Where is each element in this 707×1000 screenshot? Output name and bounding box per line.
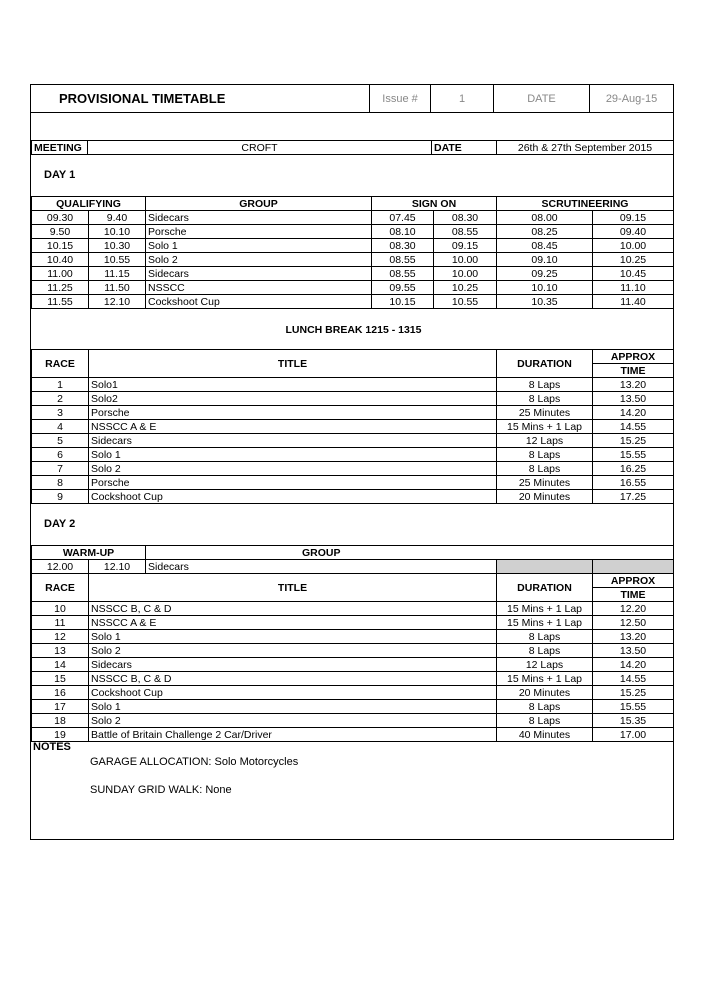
table-cell: 14.55 (593, 420, 674, 434)
table-cell: 5 (32, 434, 89, 448)
qualifying-row (32, 211, 674, 225)
table-cell: 40 Minutes (497, 728, 593, 742)
table-cell: 8 Laps (497, 462, 593, 476)
table-cell: 12 Laps (497, 434, 593, 448)
race-header: RACE (32, 574, 89, 602)
meeting-date-value: 26th & 27th September 2015 (497, 141, 674, 155)
table-cell: 08.55 (434, 225, 497, 239)
table-cell: 10.15 (32, 239, 89, 253)
table-cell: 15 Mins + 1 Lap (497, 672, 593, 686)
header-date-label: DATE (493, 84, 590, 113)
table-cell: 13.20 (593, 630, 674, 644)
table-cell: 14 (32, 658, 89, 672)
table-cell: 08.55 (372, 253, 434, 267)
race-row (32, 476, 674, 490)
table-cell: 10.10 (497, 281, 593, 295)
table-cell: 11.00 (32, 267, 89, 281)
table-cell: 15 Mins + 1 Lap (497, 602, 593, 616)
table-cell: 8 Laps (497, 392, 593, 406)
table-cell: NSSCC (146, 281, 372, 295)
meeting-date-label: DATE (432, 141, 497, 155)
table-cell: 16.55 (593, 476, 674, 490)
race-row (32, 672, 674, 686)
table-cell: 12 Laps (497, 658, 593, 672)
table-cell: 17 (32, 700, 89, 714)
table-cell: 07.45 (372, 211, 434, 225)
qualifying-row (32, 225, 674, 239)
table-cell: Sidecars (89, 658, 497, 672)
table-cell: 15.35 (593, 714, 674, 728)
table-cell: 15 Mins + 1 Lap (497, 420, 593, 434)
table-cell: 09.55 (372, 281, 434, 295)
race-row (32, 392, 674, 406)
table-cell: NSSCC B, C & D (89, 672, 497, 686)
table-cell: 11.10 (593, 281, 674, 295)
table-cell: Porsche (89, 406, 497, 420)
warmup-table (31, 545, 674, 574)
table-cell: Sidecars (146, 211, 372, 225)
table-cell: 25 Minutes (497, 406, 593, 420)
qualifying-row (32, 253, 674, 267)
table-cell: 2 (32, 392, 89, 406)
note-grid-walk: SUNDAY GRID WALK: None (90, 784, 232, 796)
meeting-value: CROFT (88, 141, 432, 155)
table-cell: Solo 2 (89, 644, 497, 658)
table-cell: Porsche (146, 225, 372, 239)
title-header: TITLE (89, 350, 497, 378)
race-row (32, 644, 674, 658)
header-date-value: 29-Aug-15 (589, 84, 674, 113)
table-cell: Solo 1 (89, 700, 497, 714)
table-cell: 20 Minutes (497, 686, 593, 700)
warmup-end: 12.10 (89, 560, 146, 574)
table-cell: Sidecars (146, 267, 372, 281)
warmup-header: WARM-UP (32, 546, 146, 560)
table-cell: 15 (32, 672, 89, 686)
table-cell: 8 (32, 476, 89, 490)
table-cell: 09.30 (32, 211, 89, 225)
table-cell: 16 (32, 686, 89, 700)
table-cell: 09.10 (497, 253, 593, 267)
table-cell: 8 Laps (497, 448, 593, 462)
warmup-group: Sidecars (146, 560, 497, 574)
day2-race-table (31, 573, 674, 742)
race-row (32, 714, 674, 728)
table-cell: 12.50 (593, 616, 674, 630)
table-cell: Solo2 (89, 392, 497, 406)
table-cell: NSSCC A & E (89, 616, 497, 630)
table-cell: 11 (32, 616, 89, 630)
race-row (32, 448, 674, 462)
table-cell: 10.00 (434, 267, 497, 281)
table-cell: 7 (32, 462, 89, 476)
qualifying-header: QUALIFYING (32, 197, 146, 211)
table-cell: 11.25 (32, 281, 89, 295)
duration-header: DURATION (497, 574, 593, 602)
table-cell: Solo 2 (89, 714, 497, 728)
warmup-start: 12.00 (32, 560, 89, 574)
table-cell: 8 Laps (497, 630, 593, 644)
race-row (32, 616, 674, 630)
table-cell: 10.35 (497, 295, 593, 309)
title-header: TITLE (89, 574, 497, 602)
table-cell: 15.25 (593, 686, 674, 700)
table-cell: 12.10 (89, 295, 146, 309)
table-cell: Solo 1 (146, 239, 372, 253)
table-cell: 8 Laps (497, 378, 593, 392)
lunch-break: LUNCH BREAK 1215 - 1315 (285, 324, 422, 336)
table-cell: 08.30 (434, 211, 497, 225)
table-cell: 08.30 (372, 239, 434, 253)
scrutineering-header: SCRUTINEERING (497, 197, 674, 211)
table-cell: Porsche (89, 476, 497, 490)
day1-race-table (31, 349, 674, 504)
table-cell: 10.25 (434, 281, 497, 295)
table-cell: 17.25 (593, 490, 674, 504)
table-cell: Cockshoot Cup (89, 686, 497, 700)
duration-header: DURATION (497, 350, 593, 378)
race-row (32, 378, 674, 392)
table-cell: 09.15 (593, 211, 674, 225)
blank-cell (593, 546, 674, 560)
shaded-cell (593, 560, 674, 574)
table-cell: 3 (32, 406, 89, 420)
table-cell: 15 Mins + 1 Lap (497, 616, 593, 630)
table-cell: 09.15 (434, 239, 497, 253)
table-cell: 11.40 (593, 295, 674, 309)
table-cell: 1 (32, 378, 89, 392)
table-cell: 09.25 (497, 267, 593, 281)
race-row (32, 462, 674, 476)
table-cell: 25 Minutes (497, 476, 593, 490)
note-garage: GARAGE ALLOCATION: Solo Motorcycles (90, 756, 299, 768)
warmup-group-header: GROUP (146, 546, 497, 560)
table-cell: 14.55 (593, 672, 674, 686)
table-cell: 6 (32, 448, 89, 462)
table-cell: Solo 1 (89, 630, 497, 644)
table-cell: Battle of Britain Challenge 2 Car/Driver (89, 728, 497, 742)
table-cell: 11.15 (89, 267, 146, 281)
qualifying-row (32, 267, 674, 281)
table-cell: Solo1 (89, 378, 497, 392)
table-cell: 08.25 (497, 225, 593, 239)
table-cell: 15.55 (593, 700, 674, 714)
qualifying-row (32, 239, 674, 253)
qualifying-table (31, 196, 674, 309)
race-row (32, 658, 674, 672)
race-row (32, 728, 674, 742)
page-title: PROVISIONAL TIMETABLE (30, 84, 370, 113)
table-cell: 8 Laps (497, 644, 593, 658)
shaded-cell (497, 560, 593, 574)
table-cell: 13 (32, 644, 89, 658)
qualifying-row (32, 281, 674, 295)
table-cell: 10 (32, 602, 89, 616)
day1-label: DAY 1 (44, 169, 76, 181)
table-cell: Solo 1 (89, 448, 497, 462)
time-header: TIME (593, 588, 674, 602)
table-cell: 10.10 (89, 225, 146, 239)
table-cell: 9.50 (32, 225, 89, 239)
table-cell: NSSCC A & E (89, 420, 497, 434)
table-cell: 14.20 (593, 406, 674, 420)
approx-header: APPROX (593, 574, 674, 588)
table-cell: 13.50 (593, 644, 674, 658)
table-cell: 10.15 (372, 295, 434, 309)
race-row (32, 434, 674, 448)
table-cell: Sidecars (89, 434, 497, 448)
race-header: RACE (32, 350, 89, 378)
table-cell: 20 Minutes (497, 490, 593, 504)
table-cell: 08.10 (372, 225, 434, 239)
table-cell: 10.45 (593, 267, 674, 281)
table-cell: 11.50 (89, 281, 146, 295)
table-cell: NSSCC B, C & D (89, 602, 497, 616)
table-cell: 9 (32, 490, 89, 504)
table-cell: 4 (32, 420, 89, 434)
race-row (32, 420, 674, 434)
table-cell: 10.40 (32, 253, 89, 267)
table-cell: 13.50 (593, 392, 674, 406)
race-row (32, 700, 674, 714)
table-cell: 10.00 (593, 239, 674, 253)
table-cell: 8 Laps (497, 714, 593, 728)
issue-value: 1 (430, 84, 494, 113)
race-row (32, 490, 674, 504)
blank-cell (497, 546, 593, 560)
table-cell: 18 (32, 714, 89, 728)
table-cell: 16.25 (593, 462, 674, 476)
table-cell: 14.20 (593, 658, 674, 672)
time-header: TIME (593, 364, 674, 378)
table-cell: 17.00 (593, 728, 674, 742)
table-cell: 8 Laps (497, 700, 593, 714)
table-cell: Cockshoot Cup (146, 295, 372, 309)
race-row (32, 686, 674, 700)
table-cell: 19 (32, 728, 89, 742)
race-row (32, 630, 674, 644)
table-cell: 13.20 (593, 378, 674, 392)
race-row (32, 602, 674, 616)
table-cell: Solo 2 (89, 462, 497, 476)
notes-label: NOTES (33, 741, 71, 753)
table-cell: 08.00 (497, 211, 593, 225)
qualifying-row (32, 295, 674, 309)
table-cell: 08.55 (372, 267, 434, 281)
meeting-label: MEETING (32, 141, 88, 155)
signon-header: SIGN ON (372, 197, 497, 211)
approx-header: APPROX (593, 350, 674, 364)
table-cell: 10.00 (434, 253, 497, 267)
table-cell: Solo 2 (146, 253, 372, 267)
table-cell: 08.45 (497, 239, 593, 253)
table-cell: 12 (32, 630, 89, 644)
issue-label: Issue # (369, 84, 431, 113)
table-cell: 9.40 (89, 211, 146, 225)
table-cell: 10.30 (89, 239, 146, 253)
group-header: GROUP (146, 197, 372, 211)
table-cell: 10.55 (434, 295, 497, 309)
table-cell: 11.55 (32, 295, 89, 309)
meeting-table (31, 140, 674, 155)
table-cell: 10.55 (89, 253, 146, 267)
table-cell: 09.40 (593, 225, 674, 239)
race-row (32, 406, 674, 420)
table-cell: 15.25 (593, 434, 674, 448)
table-cell: Cockshoot Cup (89, 490, 497, 504)
day2-label: DAY 2 (44, 518, 76, 530)
table-cell: 10.25 (593, 253, 674, 267)
table-cell: 15.55 (593, 448, 674, 462)
table-cell: 12.20 (593, 602, 674, 616)
